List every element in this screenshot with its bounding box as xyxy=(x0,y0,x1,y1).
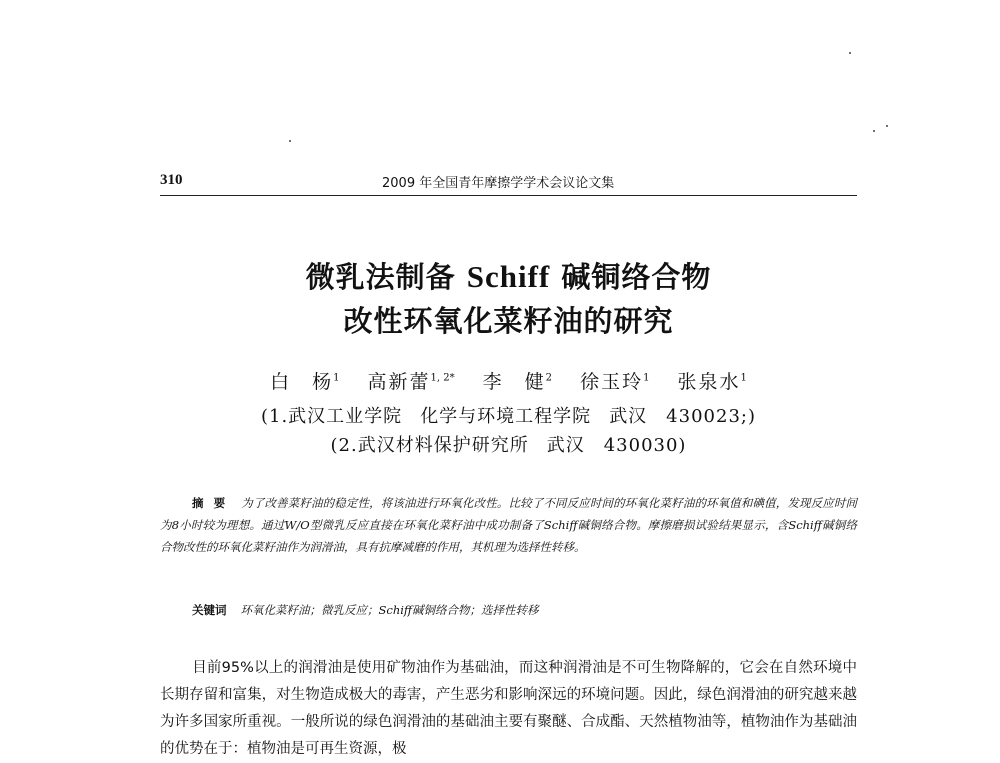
affiliation-1 xyxy=(160,402,857,428)
author-name: 张泉水 xyxy=(677,371,741,393)
author-name: 高新蕾 xyxy=(367,371,431,393)
author-affil-mark: 2 xyxy=(545,372,553,384)
author-affil-mark: 1 xyxy=(740,372,747,384)
title-prefix: 微乳法制备 xyxy=(305,260,467,294)
author xyxy=(678,371,747,393)
affiliation-1-city: 武汉 430023;) xyxy=(609,406,756,427)
author-name: 白 杨 xyxy=(270,371,334,393)
keywords xyxy=(192,602,852,618)
author xyxy=(483,371,552,393)
author xyxy=(368,371,455,393)
scan-speck xyxy=(873,130,875,132)
author-affil-mark: 1 xyxy=(643,372,650,384)
affiliation-2 xyxy=(160,431,857,457)
affiliation-1-school: (1.武汉工业学院 xyxy=(260,406,403,427)
abstract xyxy=(160,492,857,558)
author-affil-mark: 1 xyxy=(333,372,340,384)
author xyxy=(270,371,339,393)
running-title: 2009 年全国青年摩擦学学术会议论文集 xyxy=(382,176,615,191)
author-list xyxy=(160,367,857,394)
scan-speck xyxy=(849,52,851,54)
page-number: 310 xyxy=(160,172,183,188)
abstract-text: 为了改善菜籽油的稳定性，将该油进行环氧化改性。比较了不同反应时间的环氧化菜籽油的环氧值和碘值，发现反应时间为8小时较为理想。通过W/O型微乳反应直接在环氧化菜籽油中成功制备了Schiff碱铜络合物。摩擦磨损试验结果显示，含Schiff碱铜络合物改性的环氧化菜籽油作为润滑油，具有抗摩减磨的作用，其机理为选择性转移。 xyxy=(160,496,858,554)
affiliation-2-city: 武汉 430030) xyxy=(546,435,687,456)
author-name: 李 健 xyxy=(482,371,546,393)
header-rule xyxy=(160,195,857,196)
page-header xyxy=(160,172,857,194)
keywords-label: 关键词 xyxy=(192,603,227,617)
body-paragraph xyxy=(160,655,857,763)
title-suffix: 碱铜络合物 xyxy=(550,260,712,294)
keywords-text: 环氧化菜籽油；微乳反应；Schiff碱铜络合物；选择性转移 xyxy=(240,603,539,617)
affiliation-1-dept: 化学与环境工程学院 xyxy=(420,406,592,427)
scan-speck xyxy=(289,140,291,142)
author-affil-mark: 1, 2* xyxy=(430,372,455,384)
paper-title-line-2: 改性环氧化菜籽油的研究 xyxy=(343,304,674,338)
author xyxy=(580,371,649,393)
body-paragraph-text: 目前95%以上的润滑油是使用矿物油作为基础油，而这种润滑油是不可生物降解的，它会在自然环境中长期存留和富集，对生物造成极大的毒害，产生恶劣和影响深远的环境问题。因此，绿色润滑油的研究越来越为许多国家所重视。一般所说的绿色润滑油的基础油主要有聚醚、合成酯、天然植物油等，植物油作为基础油的优势在于：植物油是可再生资源，极 xyxy=(160,660,857,757)
title-latin: Schiff xyxy=(466,259,551,294)
scan-speck xyxy=(886,125,888,127)
abstract-label: 摘要 xyxy=(192,496,236,510)
affiliation-2-inst: (2.武汉材料保护研究所 xyxy=(330,435,529,456)
author-name: 徐玉玲 xyxy=(580,371,644,393)
paper-title-line-1 xyxy=(160,255,857,296)
